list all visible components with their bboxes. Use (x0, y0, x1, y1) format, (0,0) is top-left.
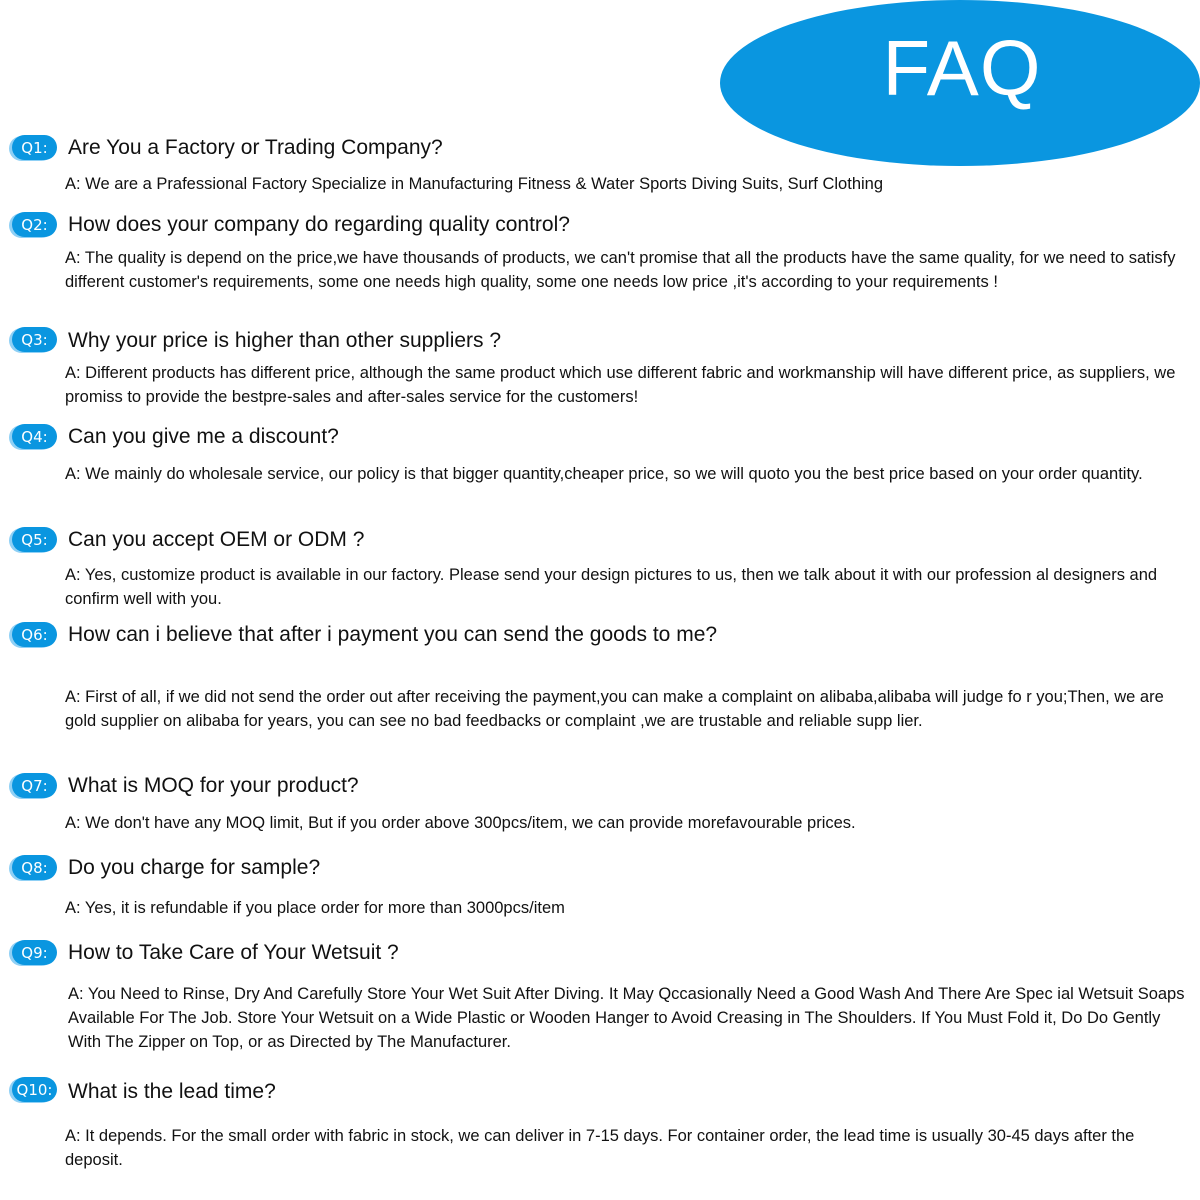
question-badge: Q10: (12, 1077, 57, 1102)
question-text: How can i believe that after i payment you can send the goods to me? (68, 623, 718, 646)
question-badge: Q6: (12, 622, 57, 647)
question-badge: Q5: (12, 527, 57, 552)
question-text: Do you charge for sample? (68, 856, 321, 879)
question-text: Can you accept OEM or ODM ? (68, 528, 365, 551)
question-badge: Q7: (12, 773, 57, 798)
question-text: How does your company do regarding quality control? (68, 213, 570, 236)
question-text: What is MOQ for your product? (68, 774, 359, 797)
faq-banner (720, 0, 1200, 166)
question-text: Can you give me a discount? (68, 425, 339, 448)
question-badge: Q3: (12, 327, 57, 352)
answer-text: A: Yes, it is refundable if you place order for more than 3000pcs/item (65, 899, 565, 917)
question-text: Are You a Factory or Trading Company? (68, 136, 443, 159)
answer-text: A: The quality is depend on the price,we have thousands of products, we can't promise that all the products have the same quality, for we need to satisfy different customer's requirements, some one needs high quality, some one needs low price ,it's according to your requirements ! (65, 249, 1176, 291)
answer-text: A: It depends. For the small order with fabric in stock, we can deliver in 7-15 days. For container order, the lead time is usually 30-45 days after the deposit. (65, 1127, 1135, 1169)
answer-text: A: Yes, customize product is available in our factory. Please send your design pictures to us, then we talk about it with our profession al designers and confirm well with you. (65, 566, 1158, 608)
question-badge: Q9: (12, 940, 57, 965)
question-badge: Q2: (12, 212, 57, 237)
answer-text: A: You Need to Rinse, Dry And Carefully Store Your Wet Suit After Diving. It May Qccasionally Need a Good Wash And There Are Spec ial Wetsuit Soaps Available For The Job. Store Your Wetsuit on a Wide Plastic or Wooden Hanger to Avoid Creasing in The Shoulders. If You Must Fold it, Do Do Gently With The Zipper on Top, or as Directed by The Manufacturer. (68, 985, 1185, 1051)
question-text: How to Take Care of Your Wetsuit ? (68, 941, 399, 964)
answer-text: A: We are a Prafessional Factory Specialize in Manufacturing Fitness & Water Sports Diving Suits, Surf Clothing (65, 175, 884, 193)
answer-text: A: We mainly do wholesale service, our policy is that bigger quantity,cheaper price, so we will quoto you the best price based on your order quantity. (65, 465, 1143, 483)
question-text: What is the lead time? (68, 1080, 276, 1103)
question-badge: Q1: (12, 135, 57, 160)
question-badge: Q4: (12, 424, 57, 449)
answer-text: A: Different products has different price, although the same product which use different fabric and workmanship will have different price, as suppliers, we promiss to provide the bestpre-sales and after-sales service for the customers! (65, 364, 1176, 406)
question-text: Why your price is higher than other suppliers ? (68, 329, 502, 352)
answer-text: A: First of all, if we did not send the order out after receiving the payment,you can make a complaint on alibaba,alibaba will judge fo r you;Then, we are gold supplier on alibaba for years, you can see no bad feedbacks or complaint ,we are trustable and reliable supp lier. (65, 688, 1164, 730)
faq-title: FAQ (882, 23, 1042, 112)
question-badge: Q8: (12, 855, 57, 880)
answer-text: A: We don't have any MOQ limit, But if you order above 300pcs/item, we can provide morefavourable prices. (65, 814, 856, 832)
